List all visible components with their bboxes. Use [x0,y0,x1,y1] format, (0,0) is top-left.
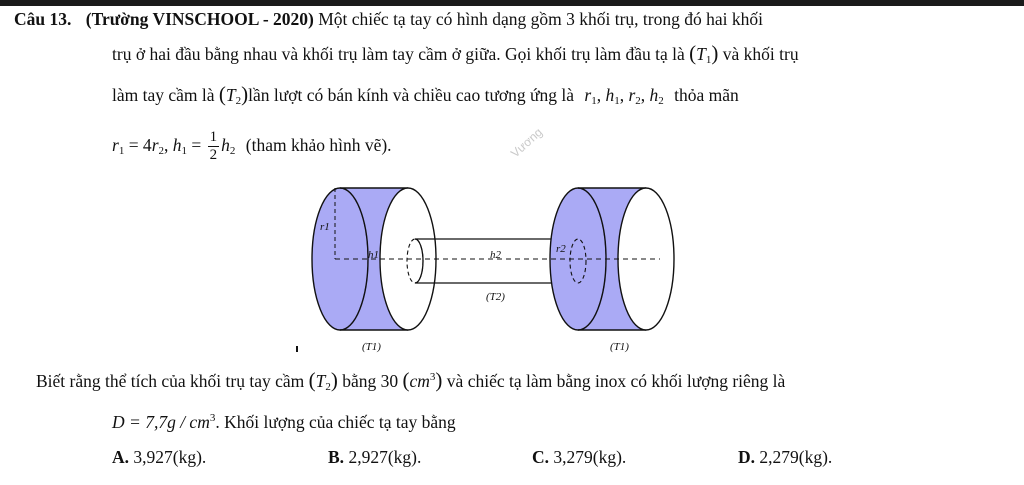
top-border [0,0,1024,6]
option-a[interactable]: A. 3,927(kg). [112,447,207,467]
label-t2: (T2) [486,291,505,303]
label-h1: h1 [368,249,379,261]
question-source: (Trường VINSCHOOL - 2020) [85,9,314,29]
dumbbell-figure [290,178,680,358]
watermark: Vương [508,125,546,161]
option-c[interactable]: C. 3,279(kg). [532,447,627,467]
question-line-4: $r_1 = 4r_2$, $h_1$ = $\frac{1}{2}$ $h_2$ (tham khảo hình vẽ). [112,129,392,164]
question-text-1: Một chiếc tạ tay có hình dạng gồm 3 khối trụ, trong đó hai khối [313,9,763,29]
option-b[interactable]: B. 2,927(kg). [328,447,422,467]
label-t1-left: (T1) [362,341,381,353]
question-line-1 [14,8,763,30]
option-d[interactable]: D. 2,279(kg). [738,447,833,467]
fraction-one-half: $\frac{1}{2}$ [209,129,218,164]
question-line-6: $D = 7,7g / cm^3$. Khối lượng của chiếc tạ tay bằng [112,412,456,432]
right-cylinder-t1 [550,188,674,330]
question-line-5: Biết rằng thể tích của khối trụ tay cầm $(T_2)$ bằng 30 $(cm^3)$ và chiếc tạ làm bằng inox có khối lượng riêng là [36,368,786,393]
label-h2: h2 [490,249,501,261]
label-t1-right: (T1) [610,341,629,353]
label-r1: r1 [320,221,330,233]
question-line-2: trụ ở hai đầu bằng nhau và khối trụ làm tay cầm ở giữa. Gọi khối trụ làm đầu tạ là $(T_1)$ và khối trụ [112,41,799,66]
question-number: Câu 13. [14,9,72,29]
question-line-3: làm tay cầm là $(T_2)lần$ lượt có bán kính và chiều cao tương ứng là $r_1$, $h_1$, $r_2$, $h_2$ thỏa mãn [112,82,739,107]
label-r2: r2 [556,243,566,255]
question-text-2: trụ ở hai đầu bằng nhau và khối trụ làm tay cầm ở giữa. Gọi khối trụ làm đầu tạ là [112,44,685,64]
